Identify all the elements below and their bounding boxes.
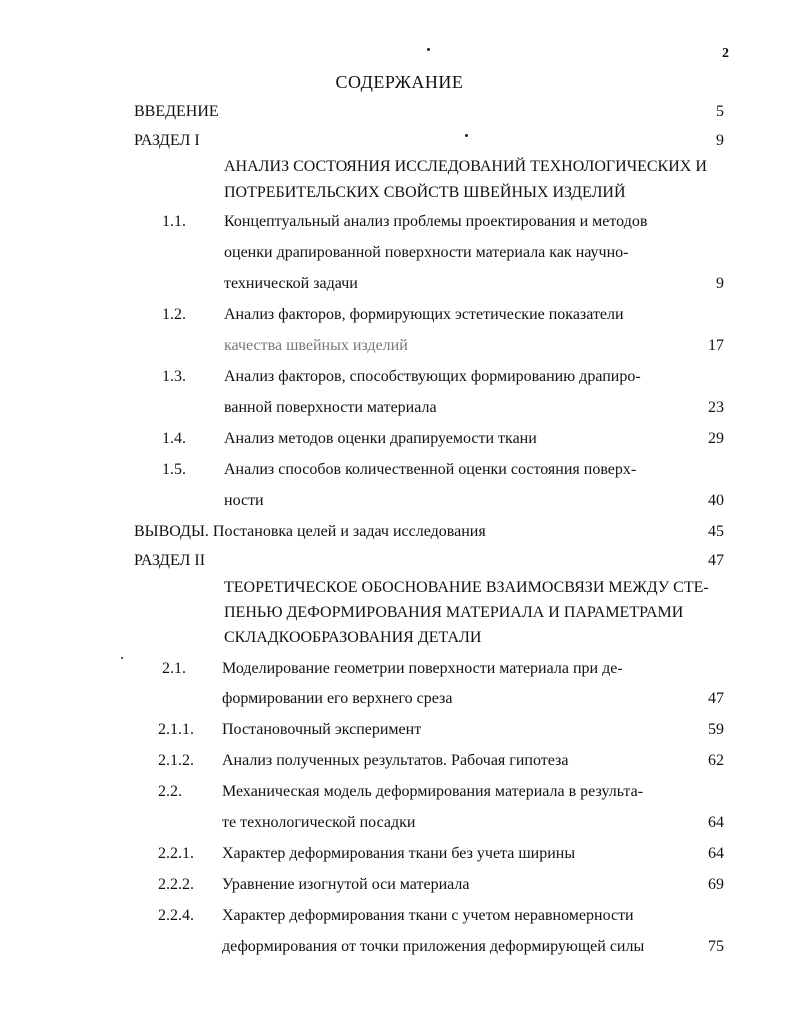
toc-entry-page: 23: [708, 399, 724, 416]
scan-speck: [465, 134, 468, 137]
toc-heading-line: ПЕНЬЮ ДЕФОРМИРОВАНИЯ МАТЕРИАЛА И ПАРАМЕТРАМИ: [224, 604, 684, 621]
toc-entry-number: 1.2.: [162, 306, 186, 323]
toc-entry-title: технической задачи: [224, 275, 358, 292]
toc-entry-page: 40: [708, 492, 724, 509]
toc-entry-title: Анализ факторов, формирующих эстетические показатели: [224, 306, 624, 323]
toc-entry-page: 47: [708, 552, 724, 569]
toc-entry-page: 9: [716, 132, 724, 149]
toc-entry-page: 62: [708, 752, 724, 769]
toc-entry-title: Анализ способов количественной оценки состояния поверх-: [224, 461, 637, 478]
toc-entry-number: 2.2.4.: [158, 907, 194, 924]
toc-entry-number: 2.1.: [162, 660, 186, 677]
toc-entry-page: 17: [708, 337, 724, 354]
toc-entry-page: 45: [708, 523, 724, 540]
toc-entry-title: Моделирование геометрии поверхности материала при де-: [222, 660, 623, 677]
toc-entry-number: 2.1.2.: [158, 752, 194, 769]
toc-entry-page: 29: [708, 430, 724, 447]
toc-entry-number: 2.2.1.: [158, 845, 194, 862]
toc-heading-line: ПОТРЕБИТЕЛЬСКИХ СВОЙСТВ ШВЕЙНЫХ ИЗДЕЛИЙ: [224, 184, 626, 201]
toc-entry-page: 64: [708, 814, 724, 831]
toc-entry-title: РАЗДЕЛ II: [134, 552, 206, 569]
toc-entry-page: 5: [716, 103, 724, 120]
toc-entry-title: Концептуальный анализ проблемы проектирования и методов: [224, 213, 648, 230]
toc-entry-number: 1.4.: [162, 430, 186, 447]
toc-heading-line: ТЕОРЕТИЧЕСКОЕ ОБОСНОВАНИЕ ВЗАИМОСВЯЗИ МЕЖДУ СТЕ-: [224, 579, 709, 596]
toc-entry-title: качества швейных изделий: [224, 337, 408, 354]
toc-entry-number: 2.2.2.: [158, 876, 194, 893]
toc-entry-number: 1.1.: [162, 213, 186, 230]
scan-speck: [427, 48, 430, 51]
toc-entry-title: Уравнение изогнутой оси материала: [222, 876, 470, 893]
toc-entry-title: Характер деформирования ткани с учетом неравномерности: [222, 907, 634, 924]
page-number: 2: [722, 46, 729, 61]
toc-entry-title: Анализ полученных результатов. Рабочая гипотеза: [222, 752, 569, 769]
toc-entry-title: ВВЕДЕНИЕ: [134, 103, 219, 120]
toc-entry-title: ванной поверхности материала: [224, 399, 437, 416]
toc-entry-title: Характер деформирования ткани без учета ширины: [222, 845, 576, 862]
toc-entry-page: 64: [708, 845, 724, 862]
toc-heading-line: СКЛАДКООБРАЗОВАНИЯ ДЕТАЛИ: [224, 629, 482, 646]
toc-entry-page: 69: [708, 876, 724, 893]
toc-entry-title: ВЫВОДЫ. Постановка целей и задач исследования: [134, 523, 486, 540]
toc-entry-title: Анализ методов оценки драпируемости ткани: [224, 430, 537, 447]
toc-entry-title: Механическая модель деформирования материала в результа-: [222, 783, 644, 800]
toc-entry-title: формировании его верхнего среза: [222, 690, 453, 707]
toc-entry-title: деформирования от точки приложения деформирующей силы: [222, 938, 645, 955]
toc-entry-title: те технологической посадки: [222, 814, 416, 831]
toc-entry-number: 2.1.1.: [158, 721, 194, 738]
toc-entry-title: РАЗДЕЛ I: [134, 132, 200, 149]
scan-speck: [121, 657, 123, 659]
toc-entry-title: Постановочный эксперимент: [222, 721, 422, 738]
toc-entry-page: 47: [708, 690, 724, 707]
page-title: СОДЕРЖАНИЕ: [335, 72, 464, 92]
toc-heading-line: АНАЛИЗ СОСТОЯНИЯ ИССЛЕДОВАНИЙ ТЕХНОЛОГИЧЕСКИХ И: [224, 158, 707, 175]
toc-entry-page: 59: [708, 721, 724, 738]
toc-entry-title: оценки драпированной поверхности материала как научно-: [224, 244, 629, 261]
toc-entry-title: ности: [224, 492, 264, 509]
toc-entry-page: 9: [716, 275, 724, 292]
toc-entry-number: 1.3.: [162, 368, 186, 385]
toc-entry-number: 2.2.: [158, 783, 182, 800]
toc-entry-page: 75: [708, 938, 724, 955]
toc-entry-number: 1.5.: [162, 461, 186, 478]
toc-entry-title: Анализ факторов, способствующих формированию драпиро-: [224, 368, 641, 385]
